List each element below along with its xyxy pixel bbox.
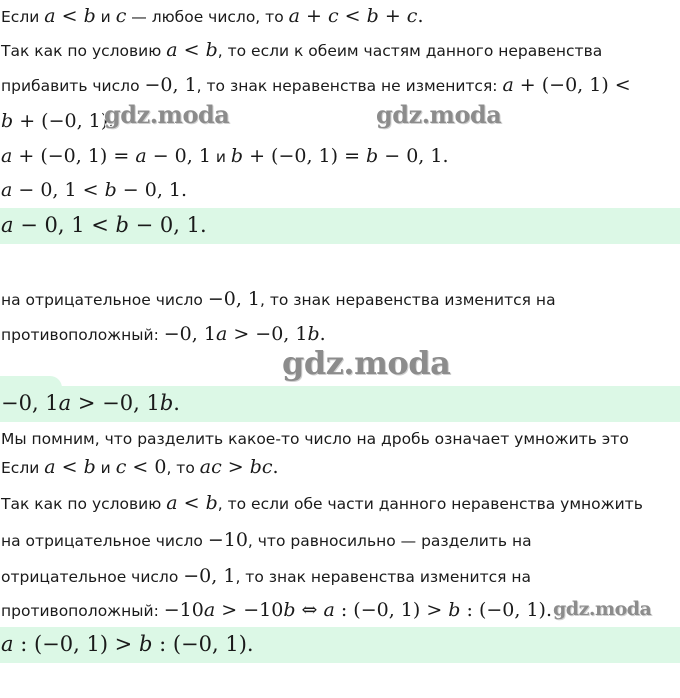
watermark-1: gdz.moda	[104, 100, 230, 129]
text-line-14: Так как по условию a < b, то если обе части данного неравенства умножить	[1, 492, 643, 514]
text-line-15: на отрицательное число −10, что равносильно — разделить на	[1, 529, 532, 551]
text-line-17: противоположный: −10a > −10b ⇔ a : (−0, 1) > b : (−0, 1).	[1, 599, 552, 621]
answer-2: −0, 1a > −0, 1b.	[1, 391, 180, 415]
text-line-16: отрицательное число −0, 1, то знак неравенства изменится на	[1, 565, 532, 587]
watermark-4: gdz.moda	[553, 598, 652, 620]
watermark-2: gdz.moda	[376, 100, 502, 129]
text-line-5: a + (−0, 1) = a − 0, 1 и b + (−0, 1) = b − 0, 1.	[1, 145, 449, 167]
answer-1: a − 0, 1 < b − 0, 1.	[1, 213, 207, 237]
text-line-2: Так как по условию a < b, то если к обеим частям данного неравенства	[1, 39, 603, 61]
text-line-1: Если a < b и c — любое число, то a + c < b + c.	[1, 5, 424, 27]
text-line-10: противоположный: −0, 1a > −0, 1b.	[1, 323, 326, 345]
text-line-13: Если a < b и c < 0, то ac > bc.	[1, 456, 279, 478]
answer-3: a : (−0, 1) > b : (−0, 1).	[1, 632, 254, 656]
text-line-6: a − 0, 1 < b − 0, 1.	[1, 179, 188, 201]
watermark-3: gdz.moda	[282, 344, 451, 382]
text-line-3: прибавить число −0, 1, то знак неравенства не изменится: a + (−0, 1) <	[1, 74, 631, 96]
text-line-4: b + (−0, 1).	[1, 110, 115, 132]
text-line-9: на отрицательное число −0, 1, то знак неравенства изменится на	[1, 288, 556, 310]
text-line-12: Мы помним, что разделить какое-то число на дробь означает умножить это	[1, 430, 629, 448]
